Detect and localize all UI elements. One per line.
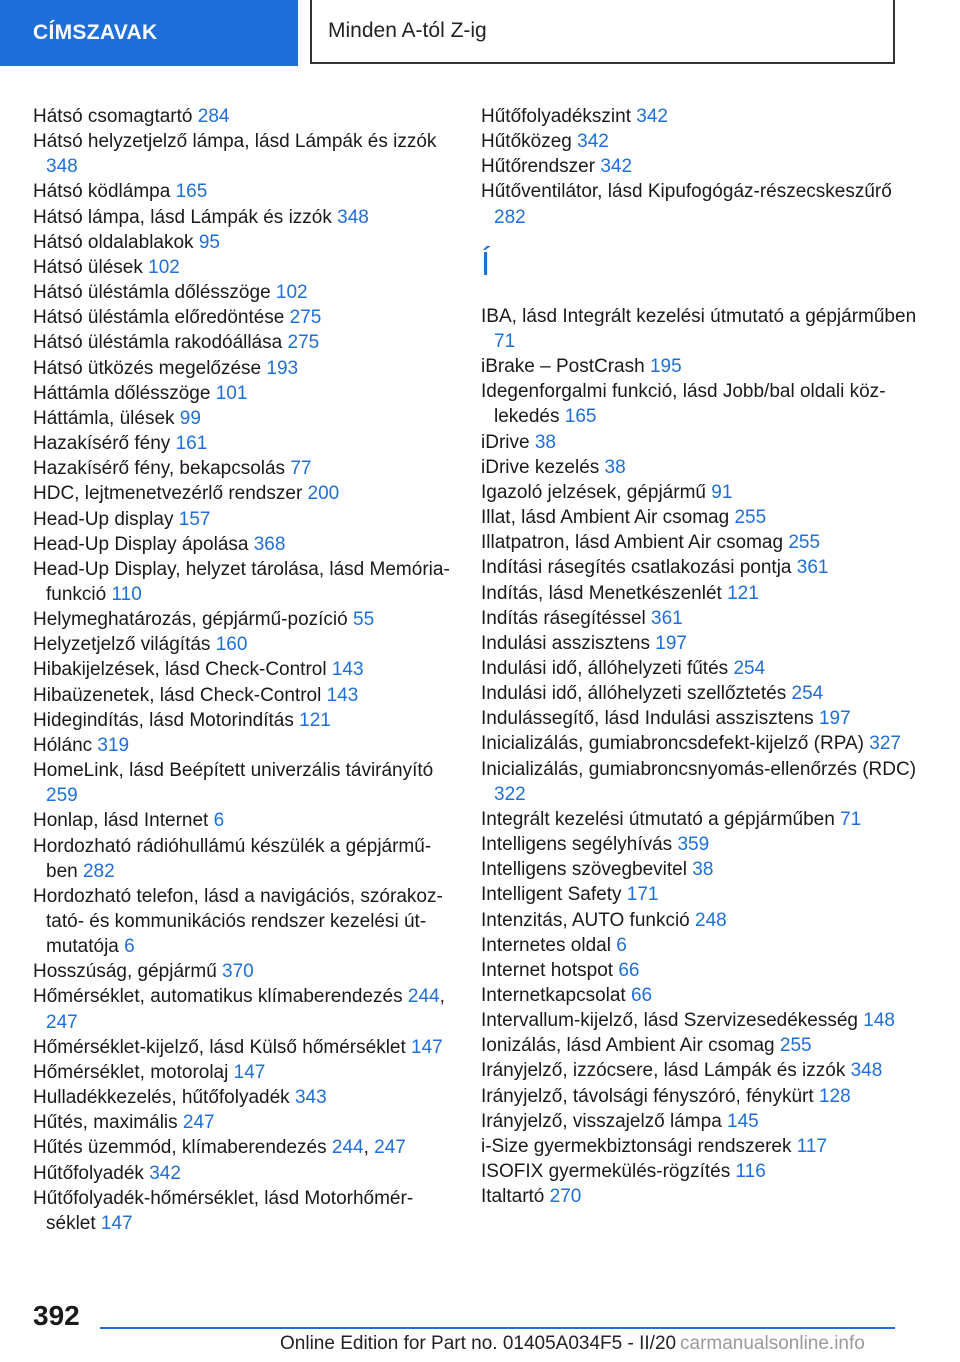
index-entry (33, 381, 453, 406)
index-entry (33, 104, 453, 129)
index-entry (481, 530, 921, 555)
index-entry-text: Hulladékkezelés, hűtőfolyadék (33, 1087, 295, 1109)
index-entry (33, 758, 453, 808)
page-reference-link[interactable]: 171 (626, 884, 659, 906)
index-group-h-end (481, 104, 921, 230)
index-entry-text: Irányjelző, visszajelző lámpa (481, 1110, 728, 1132)
index-entry-text: Hibakijelzések, lásd Check-Control (33, 659, 332, 681)
index-entry-text: Hűtés, maximális (33, 1112, 183, 1134)
index-entry-text: Hátsó üléstámla előredöntése (33, 307, 290, 329)
page-reference-link[interactable]: 200 (307, 483, 340, 505)
page-reference-link[interactable]: 66 (630, 985, 653, 1006)
index-entry (33, 305, 453, 330)
index-entry-text: Hátsó helyzetjelző lámpa, lásd Lámpák és izzók (33, 131, 437, 153)
index-entry-text: Hűtőközeg (481, 131, 578, 153)
section-letter: Í (481, 244, 491, 282)
index-entry (481, 1008, 921, 1033)
index-entry (33, 834, 453, 884)
index-entry (481, 757, 921, 807)
index-entry (33, 607, 453, 632)
index-entry-text: Indítás rásegítéssel (481, 607, 652, 629)
index-entry-text: Igazoló jelzések, gépjármű (481, 481, 712, 503)
index-entry (33, 255, 453, 280)
page-reference-link[interactable]: 197 (818, 708, 851, 730)
page-reference-link[interactable]: 38 (604, 456, 626, 478)
index-entry (481, 656, 921, 681)
index-entry-text: Intenzitás, AUTO funkció (481, 909, 696, 931)
index-entry (481, 581, 921, 606)
index-entry-text: Hidegindítás, lásd Motorindítás (33, 709, 300, 731)
index-entry-text: Hőmérséklet, motorolaj (33, 1061, 234, 1083)
page-reference-link[interactable]: 348 (46, 156, 78, 178)
index-entry (33, 1186, 453, 1236)
index-column-right (481, 104, 921, 1209)
index-entry-text: Hátsó üléstámla dőlésszöge (33, 282, 276, 304)
page-reference-link[interactable]: 282 (82, 860, 115, 882)
index-entry (33, 356, 453, 381)
index-entry-text: Hátsó ütközés megelőzése (33, 357, 267, 379)
page-reference-link[interactable]: 66 (618, 959, 640, 981)
tab-keywords-label: CÍMSZAVAK (33, 21, 158, 44)
index-entry-text: Irányjelző, izzócsere, lásd Lámpák és izzók (481, 1060, 851, 1082)
index-entry-text: Inicializálás, gumiabroncsnyomás-ellenőrzés (RDC) (481, 758, 917, 780)
index-entry (33, 632, 453, 657)
index-entry-text: Inicializálás, gumiabroncsdefekt-kijelző (RPA) (481, 733, 870, 755)
index-entry-text: Head-Up Display ápolása (33, 533, 254, 555)
index-entry: Hűtés üzemmód, klímaberendezés 244, 247 (33, 1137, 406, 1159)
page-reference-link[interactable]: 143 (331, 659, 364, 681)
index-entry (481, 304, 921, 354)
index-entry-text: Illatpatron, lásd Ambient Air csomag (481, 532, 789, 554)
page-reference-link[interactable]: 165 (175, 181, 208, 203)
page-reference-link[interactable]: 147 (411, 1036, 443, 1058)
page-number: 392 (33, 1300, 80, 1331)
page-reference-link[interactable]: 348 (850, 1060, 883, 1082)
index-entry (481, 681, 921, 706)
index-entry (481, 179, 921, 229)
index-entry (481, 430, 921, 455)
index-entry-text: Háttámla, ülések (33, 407, 180, 429)
index-entry (33, 406, 453, 431)
page-reference-link[interactable]: 95 (198, 231, 220, 253)
index-entry-text: iDrive kezelés (481, 456, 605, 478)
index-entry (481, 731, 921, 756)
index-entry-text: Hólánc (33, 734, 98, 756)
page-reference-link[interactable]: 254 (791, 683, 824, 705)
page-reference-link[interactable]: 38 (692, 859, 714, 881)
page-reference-link[interactable]: 270 (549, 1186, 582, 1208)
index-entry (33, 129, 453, 179)
index-entry (33, 1060, 453, 1085)
index-entry (33, 1035, 453, 1060)
page-header (0, 0, 960, 66)
page-reference-link[interactable]: 160 (215, 634, 248, 656)
tab-a-to-z-label: Minden A-tól Z-ig (328, 19, 487, 42)
footer-divider (100, 1327, 895, 1329)
index-entry (33, 733, 453, 758)
index-entry-text: Hosszúság, gépjármű (33, 961, 223, 983)
index-entry (481, 129, 921, 154)
index-entry-text: Internet hotspot (481, 959, 619, 981)
page-reference-link[interactable]: 147 (100, 1212, 133, 1234)
page-reference-link[interactable]: 195 (649, 356, 682, 378)
page-reference-link[interactable]: 157 (178, 508, 211, 530)
index-entry-text: iDrive (481, 431, 535, 453)
index-entry-text: Ionizálás, lásd Ambient Air csomag (481, 1035, 780, 1057)
page-reference-link[interactable]: 102 (148, 256, 180, 278)
index-entry (33, 959, 453, 984)
index-entry-text: Hátsó csomagtartó (33, 106, 198, 127)
index-entry-text: Indulási asszisztens (481, 632, 656, 654)
index-entry-text: Indulássegítő, lásd Indulási asszisztens (481, 708, 819, 730)
index-entry-text: Intelligent Safety (481, 884, 627, 906)
index-entry-text: HDC, lejtmenetvezérlő rendszer (33, 483, 308, 505)
index-entry (33, 657, 453, 682)
page-reference-link[interactable]: 342 (600, 156, 633, 178)
page-reference-link[interactable]: 254 (733, 657, 766, 679)
index-entry-text: Hordozható telefon, lásd a navigációs, szórakoztató- és kommunikációs rendszer kezelési útmutatója (33, 885, 443, 958)
index-entry-text: Indulási idő, állóhelyzeti fűtés (481, 657, 734, 679)
index-entry-text: Indítás, lásd Menetkészenlét (481, 582, 728, 604)
index-entry (33, 507, 453, 532)
footer-edition-text: Online Edition for Part no. 01405A034F5 - II/20 (280, 1333, 677, 1354)
index-entry-text: Illat, lásd Ambient Air csomag (481, 507, 735, 529)
index-entry-text: IBA, lásd Integrált kezelési útmutató a gépjárműben (481, 305, 917, 327)
page-reference-link[interactable]: 247 (374, 1137, 406, 1159)
page-reference-link[interactable]: 255 (788, 532, 821, 554)
index-entry-text: ISOFIX gyermekülés-rögzítés (481, 1161, 736, 1183)
page-reference-link[interactable]: 55 (353, 609, 375, 631)
page-reference-link[interactable]: 165 (564, 406, 597, 428)
page-reference-link[interactable]: 361 (796, 557, 829, 579)
page-reference-link[interactable]: 359 (677, 834, 710, 856)
page-reference-link[interactable]: 370 (222, 961, 254, 983)
page-reference-link[interactable]: 147 (233, 1061, 266, 1083)
index-entry-text: Indítási rásegítés csatlakozási pontja (481, 557, 797, 579)
index-entry (481, 983, 921, 1008)
page-reference-link[interactable]: 255 (734, 507, 767, 529)
page-reference-link[interactable]: 121 (299, 709, 331, 731)
page-reference-link[interactable]: 6 (213, 810, 225, 832)
index-entry (33, 808, 453, 833)
index-entry-text: i-Size gyermekbiztonsági rendszerek (481, 1135, 797, 1157)
index-entry-text: Integrált kezelési útmutató a gépjárműben (481, 808, 841, 830)
index-entry (481, 631, 921, 656)
index-entry (33, 179, 453, 204)
index-entry-text: Hordozható rádióhullámú készülék a gépjárműben (33, 835, 432, 882)
page-reference-link[interactable]: 71 (494, 330, 516, 352)
index-entry-text: Hűtőfolyadék (33, 1162, 150, 1184)
index-entry (33, 708, 453, 733)
index-entry (33, 456, 453, 481)
index-entry (33, 1110, 453, 1135)
index-entry-text: Hazakísérő fény (33, 433, 176, 455)
index-entry (481, 958, 921, 983)
page-reference-link[interactable]: 259 (46, 785, 78, 807)
page-reference-link[interactable]: 368 (253, 533, 286, 555)
page-reference-link[interactable]: 255 (779, 1035, 812, 1057)
page-reference-link[interactable]: 6 (124, 936, 135, 958)
index-entry (481, 154, 921, 179)
index-entry-text: Hátsó üléstámla rakodóállása (33, 332, 288, 354)
index-entry (33, 532, 453, 557)
index-entry (481, 908, 921, 933)
page-reference-link[interactable]: 143 (326, 684, 359, 706)
page-reference-link[interactable]: 247 (46, 1011, 78, 1033)
index-entry (481, 857, 921, 882)
page-reference-link[interactable]: 248 (695, 909, 727, 931)
index-column-left (33, 104, 453, 1236)
page-reference-link[interactable]: 343 (294, 1087, 327, 1109)
index-entry (481, 480, 921, 505)
index-entry-text: Italtartó (481, 1186, 550, 1208)
page-reference-link[interactable]: 38 (534, 431, 556, 453)
index-entry-text: Idegenforgalmi funkció, lásd Jobb/bal oldali közlekedés (481, 381, 886, 428)
index-entry (481, 807, 921, 832)
index-entry-text: Head-Up Display, helyzet tárolása, lásd Memóriafunkció (33, 558, 450, 605)
page-reference-link[interactable]: 116 (735, 1161, 766, 1183)
page-reference-link[interactable]: 244 (331, 1137, 364, 1159)
page-reference-link[interactable]: 319 (97, 734, 130, 756)
page-reference-link[interactable]: 275 (289, 307, 322, 329)
index-entry (33, 330, 453, 355)
index-entry-text: Hűtőfolyadék-hőmérséklet, lásd Motorhőmérséklet (33, 1187, 414, 1234)
index-entry (481, 882, 921, 907)
page-reference-link[interactable]: 197 (655, 632, 687, 654)
page-reference-link[interactable]: 6 (616, 934, 627, 956)
index-entry (33, 1161, 453, 1186)
index-entry-text: Helyzetjelző világítás (33, 634, 216, 656)
index-entry (481, 1159, 921, 1184)
index-entry (481, 1184, 921, 1209)
index-entry-text: Intervallum-kijelző, lásd Szervizesedékesség (481, 1010, 864, 1032)
index-entry (481, 1134, 921, 1159)
index-entry-text: Internetes oldal (481, 934, 617, 956)
index-entry (33, 557, 453, 607)
index-entry (481, 1058, 921, 1083)
index-entry (481, 354, 921, 379)
index-entry (481, 104, 921, 129)
page-reference-link[interactable]: 247 (182, 1112, 215, 1134)
page-reference-link[interactable]: 99 (179, 407, 201, 429)
index-entry-text: Hűtőventilátor, lásd Kipufogógáz-részecskeszűrő (481, 181, 892, 203)
index-entry-text: Hűtés üzemmód, klímaberendezés (33, 1137, 332, 1159)
page-reference-link[interactable]: 77 (290, 458, 312, 480)
index-entry (481, 606, 921, 631)
index-entry-text: Hőmérséklet, automatikus klímaberendezés (33, 986, 408, 1008)
index-entry-text: iBrake – PostCrash (481, 356, 650, 378)
page-reference-link[interactable]: 282 (494, 206, 526, 228)
index-entry (481, 832, 921, 857)
page-reference-link[interactable]: 101 (215, 382, 248, 404)
index-entry (33, 230, 453, 255)
index-entry-text: Indulási idő, állóhelyzeti szellőztetés (481, 683, 792, 705)
index-entry (481, 455, 921, 480)
index-entry (33, 205, 453, 230)
index-entry-text: Hazakísérő fény, bekapcsolás (33, 458, 291, 480)
index-entry-text: Hűtőrendszer (481, 156, 601, 178)
page-reference-link[interactable]: 128 (818, 1085, 851, 1107)
index-entry-text: Intelligens segélyhívás (481, 834, 678, 856)
page-reference-link[interactable]: 91 (711, 481, 733, 503)
page-reference-link[interactable]: 348 (337, 206, 369, 228)
index-entry-text: HomeLink, lásd Beépített univerzális távirányító (33, 760, 434, 782)
index-entry (481, 379, 921, 429)
index-entry-text: Hátsó lámpa, lásd Lámpák és izzók (33, 206, 338, 228)
index-entry-text: Hűtőfolyadékszint (481, 106, 637, 127)
page-reference-link[interactable]: 275 (287, 332, 320, 354)
page-reference-link[interactable]: 117 (796, 1135, 828, 1157)
page-reference-link[interactable]: 342 (149, 1162, 181, 1184)
page-reference-link[interactable]: 361 (651, 607, 683, 629)
index-entry (481, 706, 921, 731)
page-reference-link[interactable]: 145 (727, 1110, 759, 1132)
index-entry (481, 555, 921, 580)
index-entry: Hőmérséklet, automatikus klímaberendezés 244, 247 (33, 986, 445, 1033)
index-entry (481, 1033, 921, 1058)
index-entry (33, 481, 453, 506)
index-entry-text: Hőmérséklet-kijelző, lásd Külső hőmérséklet (33, 1036, 412, 1058)
index-entry-text: Háttámla dőlésszöge (33, 382, 216, 404)
tab-a-to-z[interactable] (310, 0, 895, 64)
index-entry-text: Head-Up display (33, 508, 179, 530)
page-reference-link[interactable]: 161 (175, 433, 208, 455)
index-entry (33, 1085, 453, 1110)
page-reference-link[interactable]: 342 (577, 131, 609, 153)
index-entry (481, 933, 921, 958)
page-reference-link[interactable]: 148 (863, 1010, 895, 1032)
index-entry-text: Hibaüzenetek, lásd Check-Control (33, 684, 327, 706)
index-entry-text: Helymeghatározás, gépjármű-pozíció (33, 609, 353, 631)
page-reference-link[interactable]: 284 (197, 106, 230, 127)
index-entry (481, 1084, 921, 1109)
index-entry (33, 431, 453, 456)
index-entry-text: Honlap, lásd Internet (33, 810, 214, 832)
tab-keywords[interactable] (0, 0, 298, 66)
page-reference-link[interactable]: 71 (840, 808, 862, 830)
index-entry-text: Internetkapcsolat (481, 985, 631, 1006)
index-entry (481, 1109, 921, 1134)
index-entry (33, 884, 453, 959)
page-reference-link[interactable]: 322 (494, 783, 526, 805)
index-entry-text: Intelligens szövegbevitel (481, 859, 693, 881)
page-reference-link[interactable]: 327 (869, 733, 901, 755)
page-reference-link[interactable]: 244 (407, 986, 440, 1008)
index-entry (481, 505, 921, 530)
index-entry-text: Hátsó oldalablakok (33, 231, 199, 253)
watermark: carmanualsonline.info (680, 1333, 865, 1354)
page-reference-link[interactable]: 102 (275, 282, 308, 304)
index-group-i (481, 304, 921, 1210)
page-reference-link[interactable]: 193 (266, 357, 299, 379)
index-entry (33, 683, 453, 708)
page-reference-link[interactable]: 121 (727, 582, 759, 604)
page-reference-link[interactable]: 342 (636, 106, 668, 127)
index-entry-text: Hátsó ülések (33, 256, 149, 278)
index-entry-text: Irányjelző, távolsági fényszóró, fénykürt (481, 1085, 819, 1107)
index-entry (33, 280, 453, 305)
index-entry-text: Hátsó ködlámpa (33, 181, 176, 203)
page-reference-link[interactable]: 110 (111, 583, 142, 605)
